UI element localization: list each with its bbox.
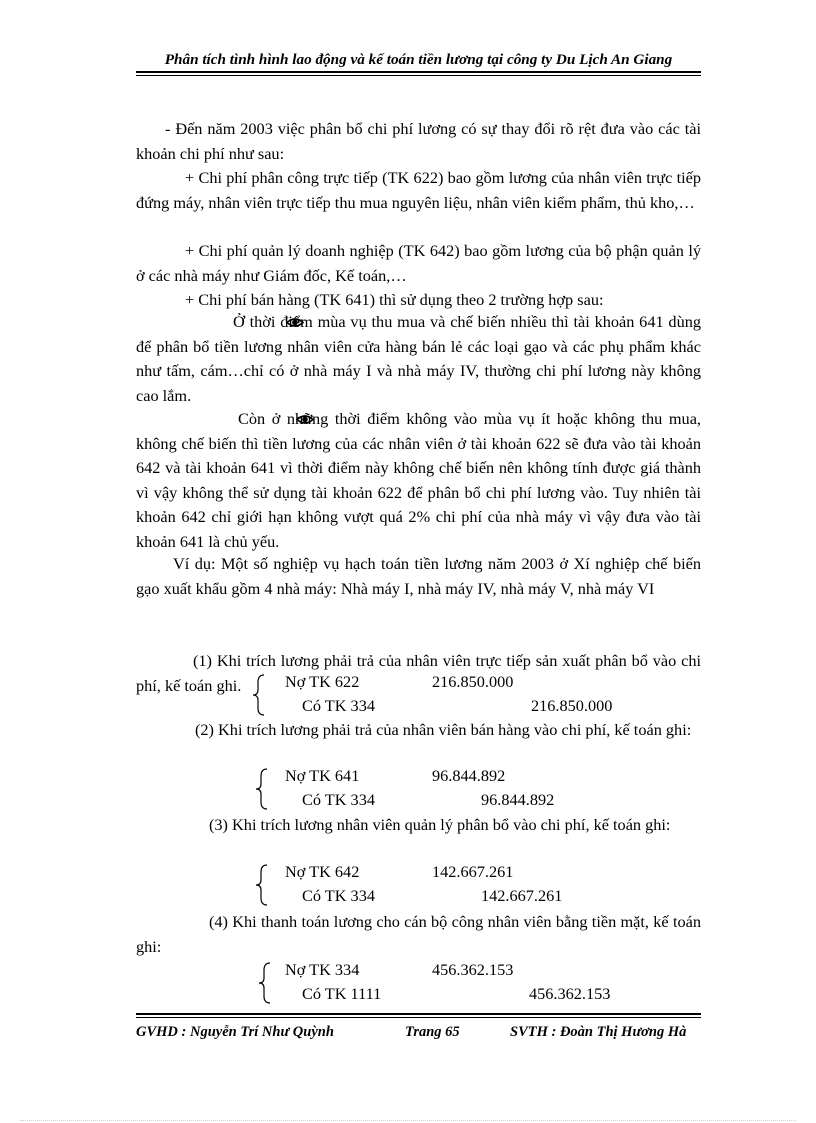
page-header-title: Phân tích tình hình lao động và kế toán tiền lương tại công ty Du Lịch An Giang <box>164 51 673 68</box>
entry-3-debit-label: Nợ TK 642 <box>285 862 360 881</box>
entry-1-credit-label: Có TK 334 <box>302 696 375 715</box>
entry-1-credit-amount: 216.850.000 <box>531 696 613 715</box>
paragraph-tk642: + Chi phí quản lý doanh nghiệp (TK 642) bao gồm lương của bộ phận quản lý ở các nhà máy như Giám đốc, Kế toán,… <box>136 241 701 285</box>
brace-icon <box>252 674 266 716</box>
entry-2-credit-label: Có TK 334 <box>302 790 375 809</box>
entry-3-debit-amount: 142.667.261 <box>432 862 514 881</box>
brace-icon <box>258 962 272 1004</box>
paragraph-case-offseason <box>136 407 701 554</box>
entry-4-credit-label: Có TK 1111 <box>302 984 382 1003</box>
page-edge-divider <box>20 1120 796 1121</box>
entry-2-credit-amount: 96.844.892 <box>481 790 555 809</box>
footer-student: SVTH : Đoàn Thị Hương Hà <box>510 1024 687 1040</box>
brace-icon <box>255 864 269 906</box>
entry-2-debit-amount: 96.844.892 <box>432 766 506 785</box>
footer-rule-thick <box>136 1013 701 1015</box>
eye-bullet-icon <box>211 310 233 335</box>
case-offseason-text: Còn ở những thời điểm không vào mùa vụ ít hoặc không thu mua, không chế biến thì tiền lương của các nhân viên ở tài khoản 622 sẽ đưa vào tài khoản 642 và tài khoản 641 vì thời điểm này không chế biến nên không tính được giá thành vì vậy không thể sử dụng tài khoản 622 để phân bổ chi phí lương vào. Tuy nhiên tài khoản 642 chỉ giới hạn không vượt quá 2% chi phí của nhà máy vì vậy đưa vào tài khoản 641 là chủ yếu. <box>136 409 701 551</box>
entry-4-debit-amount: 456.362.153 <box>432 960 514 979</box>
header-rule-thick <box>136 71 701 73</box>
paragraph-case-peak <box>136 310 701 408</box>
entry-3-credit-amount: 142.667.261 <box>481 886 563 905</box>
eye-bullet-icon <box>216 407 238 432</box>
paragraph-intro: - Đến năm 2003 việc phân bổ chi phí lương có sự thay đổi rõ rệt đưa vào các tài khoản chi phí như sau: <box>136 119 701 163</box>
entry-1-debit-amount: 216.850.000 <box>432 672 514 691</box>
footer-rule-thin <box>136 1017 701 1018</box>
entry-4-debit-label: Nợ TK 334 <box>285 960 360 979</box>
brace-icon <box>255 768 269 810</box>
footer-instructor: GVHD : Nguyễn Trí Như Quỳnh <box>136 1024 334 1040</box>
paragraph-example: Ví dụ: Một số nghiệp vụ hạch toán tiền lương năm 2003 ở Xí nghiệp chế biến gạo xuất khẩu gồm 4 nhà máy: Nhà máy I, nhà máy IV, nhà máy V, nhà máy VI <box>136 554 701 598</box>
footer-page-number: Trang 65 <box>405 1024 460 1040</box>
paragraph-step-1: (1) Khi trích lương phải trả của nhân viên trực tiếp sản xuất phân bổ vào chi phí, kế toán ghi. <box>136 651 701 695</box>
paragraph-step-2: (2) Khi trích lương phải trả của nhân viên bán hàng vào chi phí, kế toán ghi: <box>195 720 692 739</box>
case-peak-text: Ở thời điểm mùa vụ thu mua và chế biến nhiều thì tài khoản 641 dùng để phân bổ tiền lương nhân viên cửa hàng bán lẻ các loại gạo và các phụ phẩm khác như tấm, cám…chỉ có ở nhà máy I và nhà máy IV, thường chi phí lương này không cao lắm. <box>136 312 701 405</box>
paragraph-step-4: (4) Khi thanh toán lương cho cán bộ công nhân viên bằng tiền mặt, kế toán ghi: <box>136 912 701 956</box>
header-rule-thin <box>136 75 701 76</box>
paragraph-tk641: + Chi phí bán hàng (TK 641) thì sử dụng theo 2 trường hợp sau: <box>185 290 604 309</box>
entry-2-debit-label: Nợ TK 641 <box>285 766 360 785</box>
entry-4-credit-amount: 456.362.153 <box>529 984 611 1003</box>
entry-3-credit-label: Có TK 334 <box>302 886 375 905</box>
paragraph-tk622: + Chi phí phân công trực tiếp (TK 622) bao gồm lương của nhân viên trực tiếp đứng máy, nhân viên trực tiếp thu mua nguyên liệu, nhân viên kiểm phẩm, thủ kho,… <box>136 168 701 212</box>
entry-1-debit-label: Nợ TK 622 <box>285 672 360 691</box>
paragraph-step-3: (3) Khi trích lương nhân viên quản lý phân bổ vào chi phí, kế toán ghi: <box>209 815 671 834</box>
